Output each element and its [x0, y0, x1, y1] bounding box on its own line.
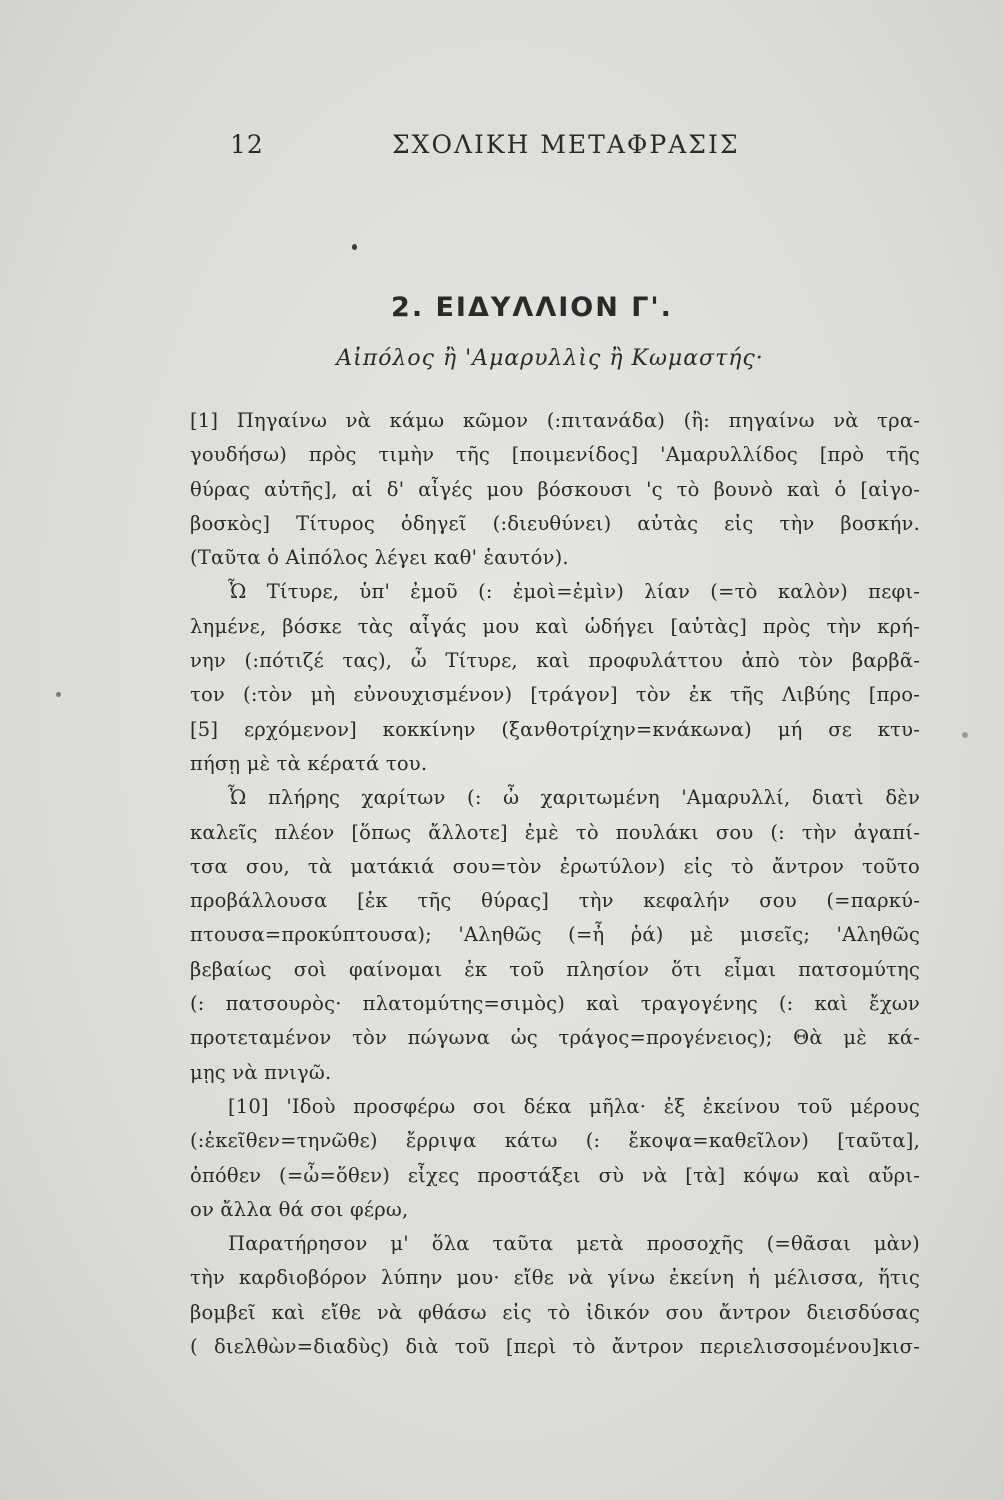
section-heading: 2. ΕΙΔΥΛΛΙΟΝ Γ'. — [391, 292, 673, 323]
text-line: [1] Πηγαίνω νὰ κάμω κῶμον (:πιτανάδα) (ἢ: πηγαίνω νὰ τρα- — [190, 409, 920, 432]
text-line: (: πατσουρὸς· πλατομύτης=σιμὸς) καὶ τραγογένης (: καὶ ἔχων — [190, 992, 920, 1016]
section-subtitle: Αἰπόλος ἢ 'Αμαρυλλὶς ἢ Κωμαστής· — [336, 346, 764, 371]
text-line: Παρατήρησον μ' ὅλα ταῦτα μετὰ προσοχῆς (=θᾶσαι μὰν) — [228, 1232, 920, 1256]
body-text — [190, 404, 920, 1364]
text-line: τσα σου, τὰ ματάκιά σου=τὸν ἐρωτύλον) εἰς τὸ ἄντρον τοῦτο — [190, 854, 920, 878]
text-line: ὁπόθεν (=ὦ=ὅθεν) εἶχες προστάξει σὺ νὰ [τὰ] κόψω καὶ αὔρι- — [190, 1163, 920, 1187]
running-title: ΣΧΟΛΙΚΗ ΜΕΤΑΦΡΑΣΙΣ — [392, 130, 740, 159]
text-line: βεβαίως σοὶ φαίνομαι ἐκ τοῦ πλησίον ὅτι εἶμαι πατσομύτης — [190, 957, 920, 981]
ink-speck — [962, 732, 968, 738]
ink-speck — [352, 244, 357, 250]
text-line: πήσῃ μὲ τὰ κέρατά του. — [190, 751, 428, 775]
text-line: [10] 'Ιδοὺ προσφέρω σοι δέκα μῆλα· ἐξ ἐκείνου τοῦ μέρους — [228, 1094, 920, 1118]
running-head — [230, 130, 790, 170]
text-line: προτεταμένον τὸν πώγωνα ὡς τράγος=προγένειος); Θὰ μὲ κά- — [190, 1026, 920, 1050]
text-line: ( διελθὼν=διαδὺς) διὰ τοῦ [περὶ τὸ ἄντρον περιελισσομένου]κισ- — [190, 1335, 920, 1359]
text-line: [5] ερχόμενον] κοκκίνην (ξανθοτρίχην=κνάκωνα) μή σε κτυ- — [190, 717, 920, 741]
text-line: ον ἄλλα θά σοι φέρω, — [190, 1197, 409, 1221]
text-line: θύρας αὐτῆς], αἱ δ' αἶγές μου βόσκουσι 'ς τὸ βουνὸ καὶ ὁ [αἰγο- — [190, 477, 920, 501]
text-line: γουδήσω) πρὸς τιμὴν τῆς [ποιμενίδος] 'Αμαρυλλίδος [πρὸ τῆς — [190, 443, 920, 467]
text-line: τὴν καρδιοβόρον λύπην μου· εἴθε νὰ γίνω ἐκείνη ἡ μέλισσα, ἥτις — [190, 1266, 920, 1290]
text-line: προβάλλουσα [ἐκ τῆς θύρας] τὴν κεφαλήν σου (=παρκύ- — [190, 889, 920, 913]
text-line: μῃς νὰ πνιγῶ. — [190, 1060, 332, 1084]
page-number: 12 — [230, 130, 264, 159]
text-line: (:ἐκεῖθεν=τηνῶθε) ἔρριψα κάτω (: ἔκοψα=καθεῖλον) [ταῦτα], — [190, 1129, 920, 1153]
text-line: νην (:πότιζέ τας), ὦ Τίτυρε, καὶ προφυλάττου ἀπὸ τὸν βαρβᾶ- — [190, 649, 920, 673]
text-line: Ὦ πλήρης χαρίτων (: ὦ χαριτωμένη 'Αμαρυλλί, διατὶ δὲν — [228, 786, 920, 810]
text-line: βοσκὸς] Τίτυρος ὁδηγεῖ (:διευθύνει) αὐτὰς εἰς τὴν βοσκήν. — [190, 511, 920, 535]
text-line: Ὦ Τίτυρε, ὑπ' ἐμοῦ (: ἐμοὶ=ἐμὶν) λίαν (=τὸ καλὸν) πεφι- — [228, 580, 920, 604]
text-line: πτουσα=προκύπτουσα); 'Αληθῶς (=ἦ ῥά) μὲ μισεῖς; 'Αληθῶς — [190, 923, 920, 947]
ink-speck — [56, 692, 61, 697]
text-line: (Ταῦτα ὁ Αἰπόλος λέγει καθ' ἑαυτόν). — [190, 546, 569, 570]
text-line: τον (:τὸν μὴ εὐνουχισμένον) [τράγον] τὸν ἐκ τῆς Λιβύης [προ- — [190, 683, 920, 707]
text-line: καλεῖς πλέον [ὅπως ἄλλοτε] ἐμὲ τὸ πουλάκι σου (: τὴν ἀγαπί- — [190, 820, 920, 844]
text-line: λημένε, βόσκε τὰς αἶγάς μου καὶ ὡδήγει [αὐτὰς] πρὸς τὴν κρή- — [190, 614, 920, 638]
text-line: βομβεῖ καὶ εἴθε νὰ φθάσω εἰς τὸ ἰδικόν σου ἄντρον διεισδύσας — [190, 1300, 920, 1324]
